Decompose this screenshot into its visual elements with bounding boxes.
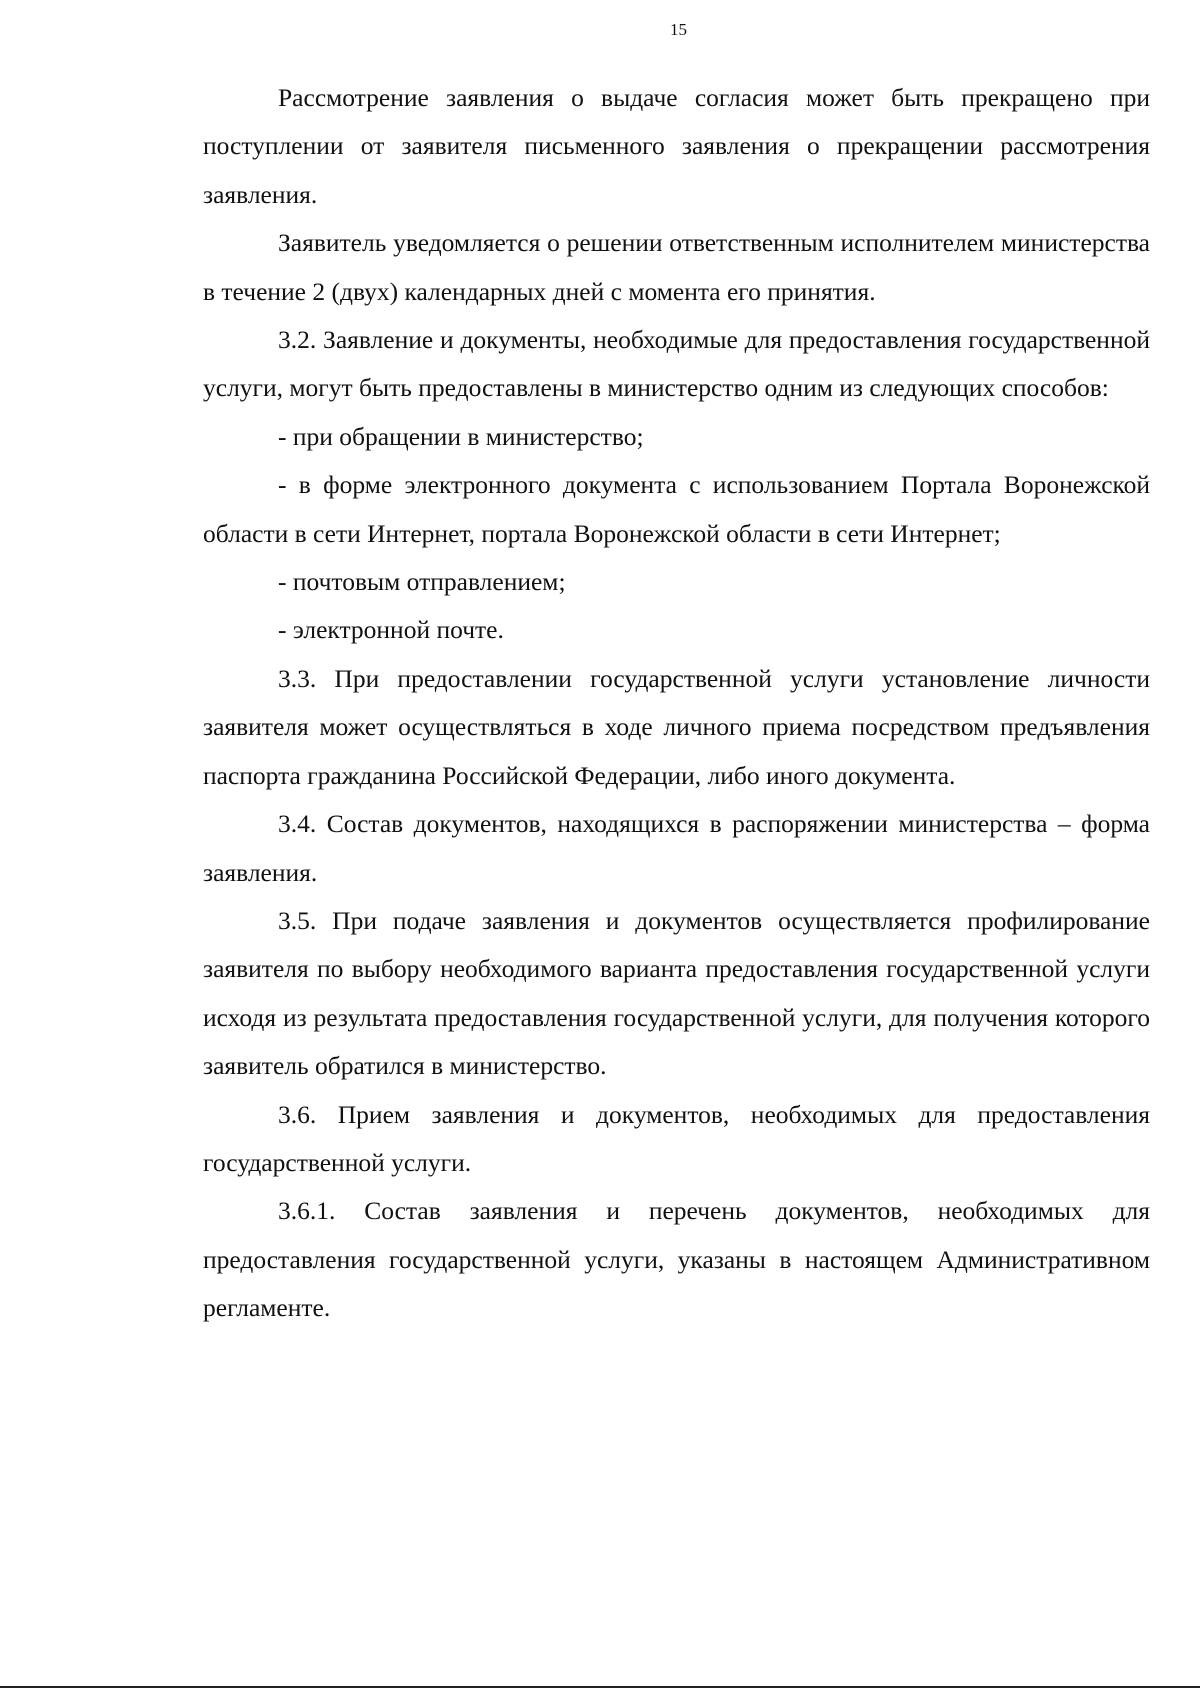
paragraph-3-6-1: 3.6.1. Состав заявления и перечень документов, необходимых для предоставления государственной услуги, указаны в настоящем Административном регламенте. — [203, 1196, 1150, 1323]
paragraph-3-2: 3.2. Заявление и документы, необходимые для предоставления государственной услуги, могут быть предоставлены в министерство одним из следующих способов: — [203, 325, 1150, 403]
paragraph-3-6: 3.6. Прием заявления и документов, необходимых для предоставления государственной услуги. — [203, 1099, 1150, 1177]
paragraph-termination: Рассмотрение заявления о выдаче согласия может быть прекращено при поступлении от заявителя письменного заявления о прекращении рассмотрения заявления. — [203, 83, 1150, 209]
list-item-ministry-visit: - при обращении в министерство; — [278, 421, 644, 451]
list-item-postal: - почтовым отправлением; — [278, 567, 566, 597]
paragraph-notification: Заявитель уведомляется о решении ответственным исполнителем министерства в течение 2 (двух) календарных дней с момента его принятия. — [203, 228, 1150, 306]
list-item-email: - электронной почте. — [278, 615, 504, 645]
page-bottom-rule — [0, 1686, 1200, 1688]
paragraph-3-3: 3.3. При предоставлении государственной услуги установление личности заявителя может осуществляться в ходе личного приема посредством предъявления паспорта гражданина Российской Федерации, либо иного документа. — [203, 663, 1150, 790]
paragraph-3-5: 3.5. При подаче заявления и документов осуществляется профилирование заявителя по выбору необходимого варианта предоставления государственной услуги исходя из результата предоставления государственной услуги, для получения которого заявитель обратился в министерство. — [203, 905, 1150, 1081]
document-body — [203, 74, 1150, 1333]
paragraph-3-4: 3.4. Состав документов, находящихся в распоряжении министерства – форма заявления. — [203, 809, 1150, 887]
list-item-electronic-document: - в форме электронного документа с использованием Портала Воронежской области в сети Интернет, портала Воронежской области в сети Интернет; — [203, 470, 1150, 548]
page-number: 15 — [670, 20, 687, 39]
